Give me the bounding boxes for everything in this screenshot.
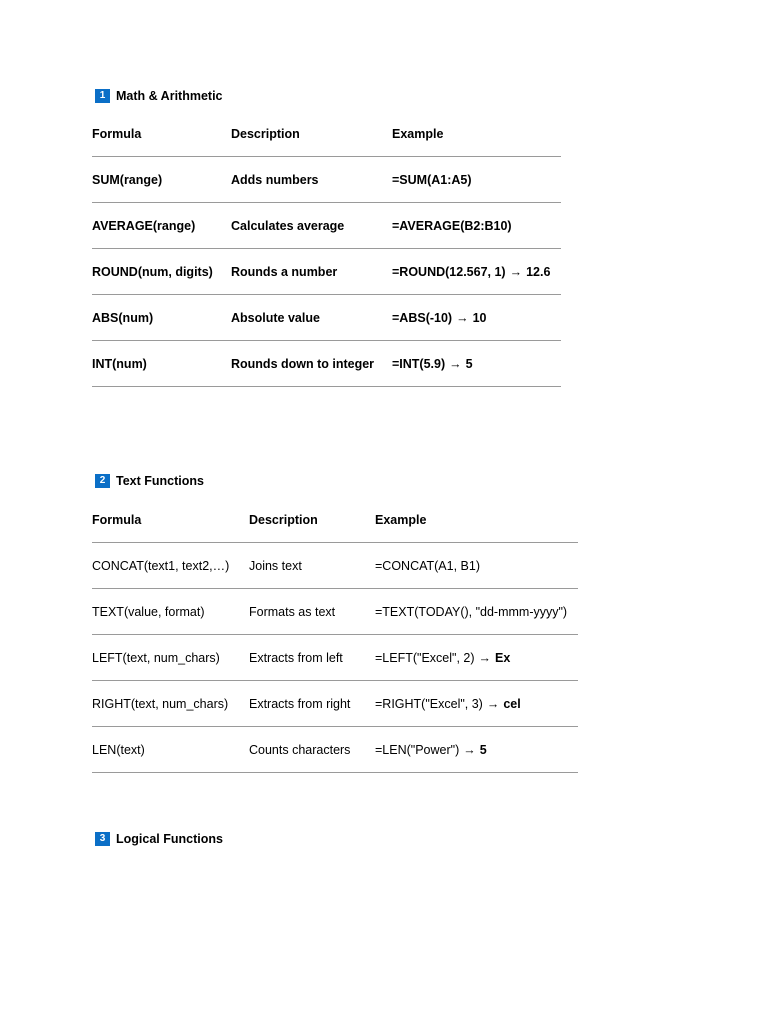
section-number-badge: 2 — [95, 474, 110, 488]
column-header-description: Description — [231, 126, 300, 141]
table-row — [92, 635, 578, 681]
example-cell — [392, 341, 561, 387]
section-number-badge: 3 — [95, 832, 110, 846]
math-functions-table — [92, 111, 561, 387]
description-cell: Adds numbers — [231, 157, 392, 203]
example-cell — [392, 249, 561, 295]
table-row — [92, 249, 561, 295]
example-formula: =ABS(-10) — [392, 310, 453, 325]
formula-cell: SUM(range) — [92, 157, 231, 203]
formula-cell: LEFT(text, num_chars) — [92, 635, 249, 681]
example-cell — [375, 589, 578, 635]
table-row — [92, 295, 561, 341]
example-cell — [375, 635, 578, 681]
arrow-right-icon: → — [486, 696, 500, 711]
formula-cell: CONCAT(text1, text2,…) — [92, 543, 249, 589]
description-cell: Absolute value — [231, 295, 392, 341]
table-row — [92, 341, 561, 387]
example-cell — [392, 295, 561, 341]
formula-cell: RIGHT(text, num_chars) — [92, 681, 249, 727]
section-heading-text — [95, 474, 204, 488]
description-cell: Rounds a number — [231, 249, 392, 295]
description-cell: Formats as text — [249, 589, 375, 635]
column-header-example: Example — [392, 126, 444, 141]
example-result: 10 — [472, 310, 487, 325]
arrow-right-icon: → — [478, 650, 492, 665]
description-cell: Rounds down to integer — [231, 341, 392, 387]
example-result: 5 — [465, 356, 473, 371]
example-cell — [375, 681, 578, 727]
arrow-right-icon: → — [509, 264, 523, 279]
table-row — [92, 157, 561, 203]
example-formula: =TEXT(TODAY(), "dd-mmm-yyyy") — [375, 604, 568, 619]
text-functions-table — [92, 497, 578, 773]
example-formula: =AVERAGE(B2:B10) — [392, 218, 512, 233]
example-formula: =SUM(A1:A5) — [392, 172, 472, 187]
section-title: Text Functions — [116, 474, 204, 488]
section-heading-math — [95, 89, 223, 103]
formula-cell: ABS(num) — [92, 295, 231, 341]
example-formula: =LEFT("Excel", 2) — [375, 650, 475, 665]
arrow-right-icon: → — [463, 742, 476, 757]
description-cell: Counts characters — [249, 727, 375, 773]
arrow-right-icon: → — [456, 310, 469, 325]
description-cell: Calculates average — [231, 203, 392, 249]
example-formula: =INT(5.9) — [392, 356, 446, 371]
example-cell — [392, 157, 561, 203]
example-result: cel — [503, 696, 521, 711]
example-formula: =RIGHT("Excel", 3) — [375, 696, 483, 711]
description-cell: Joins text — [249, 543, 375, 589]
table-row — [92, 203, 561, 249]
section-title: Math & Arithmetic — [116, 89, 223, 103]
formula-cell: LEN(text) — [92, 727, 249, 773]
formula-cell: ROUND(num, digits) — [92, 249, 231, 295]
example-formula: =CONCAT(A1, B1) — [375, 558, 480, 573]
table-row — [92, 589, 578, 635]
example-result: 5 — [479, 742, 487, 757]
column-header-formula: Formula — [92, 512, 142, 527]
table-row — [92, 543, 578, 589]
section-heading-logical — [95, 832, 223, 846]
column-header-description: Description — [249, 512, 318, 527]
formula-cell: TEXT(value, format) — [92, 589, 249, 635]
table-header-row — [92, 111, 561, 157]
example-cell — [375, 543, 578, 589]
description-cell: Extracts from right — [249, 681, 375, 727]
example-formula: =LEN("Power") — [375, 742, 460, 757]
arrow-right-icon: → — [449, 356, 462, 371]
formula-cell: AVERAGE(range) — [92, 203, 231, 249]
table-header-row — [92, 497, 578, 543]
example-formula: =ROUND(12.567, 1) — [392, 264, 506, 279]
table-row — [92, 681, 578, 727]
description-cell: Extracts from left — [249, 635, 375, 681]
formula-cell: INT(num) — [92, 341, 231, 387]
section-title: Logical Functions — [116, 832, 223, 846]
example-cell — [392, 203, 561, 249]
section-number-badge: 1 — [95, 89, 110, 103]
column-header-example: Example — [375, 512, 427, 527]
column-header-formula: Formula — [92, 126, 142, 141]
example-cell — [375, 727, 578, 773]
example-result: Ex — [495, 650, 511, 665]
table-row — [92, 727, 578, 773]
example-result: 12.6 — [526, 264, 551, 279]
